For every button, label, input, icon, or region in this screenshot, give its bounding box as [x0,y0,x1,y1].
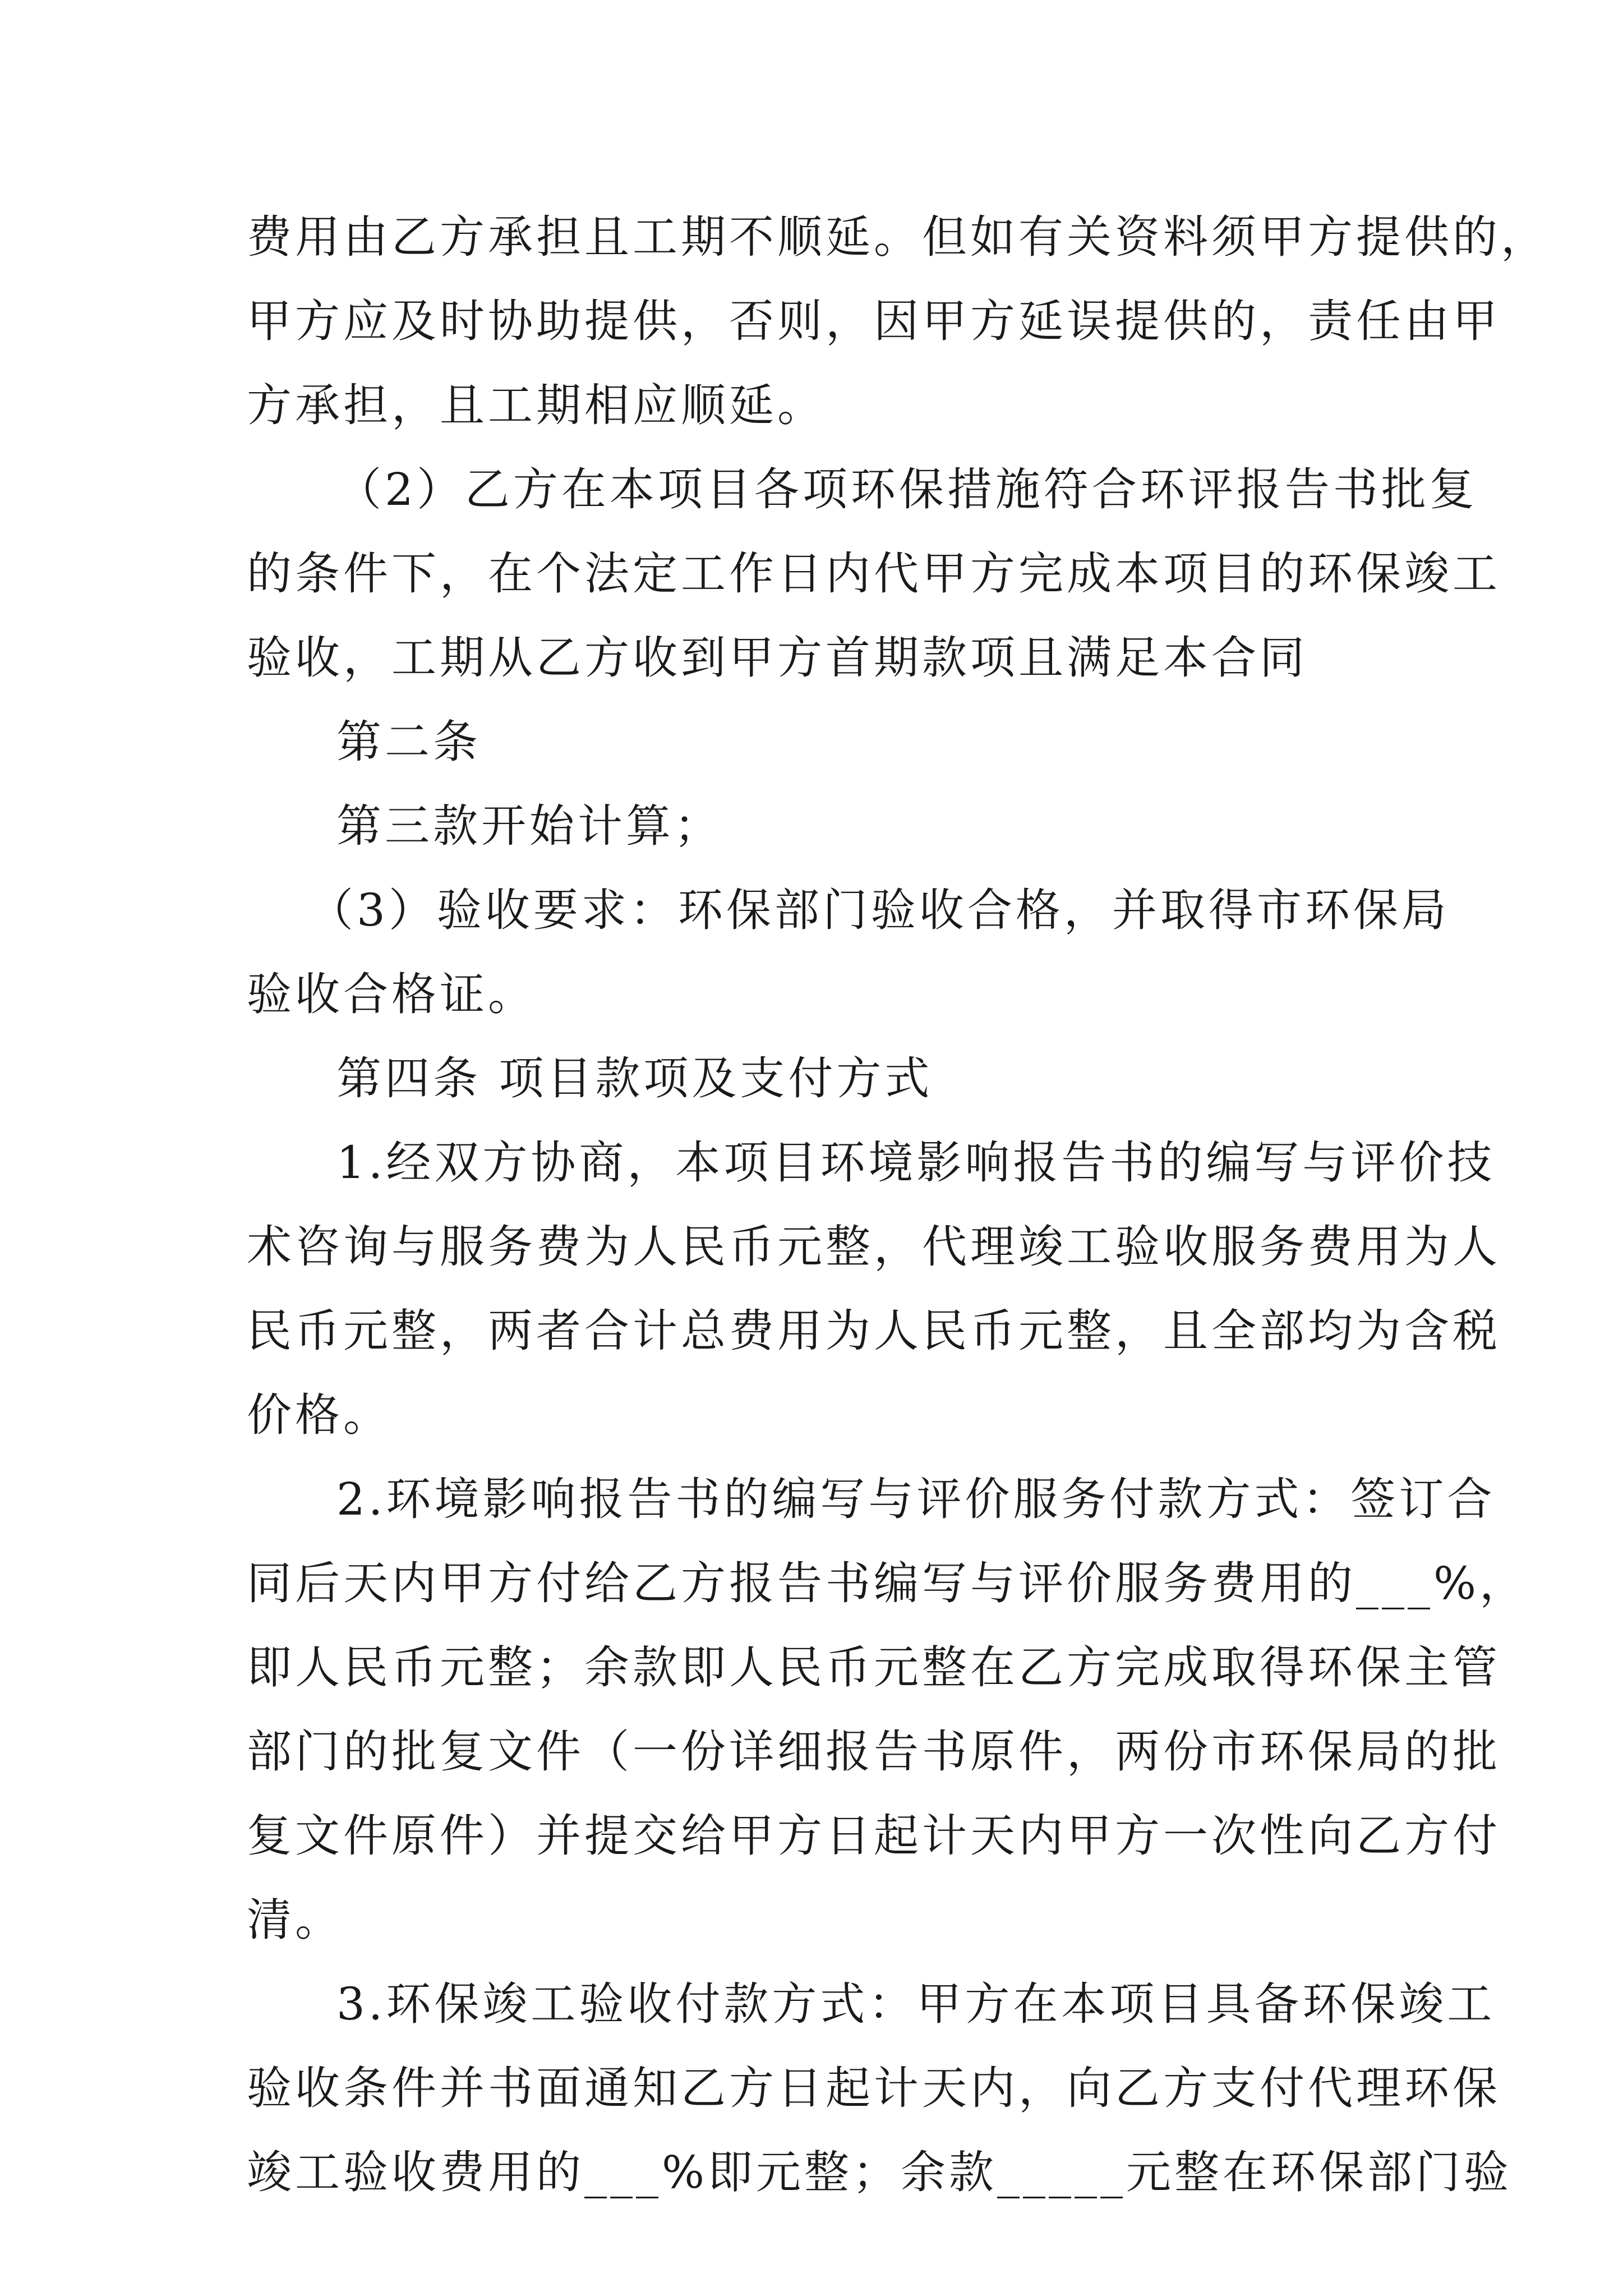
text-line: 复文件原件）并提交给甲方日起计天内甲方一次性向乙方付 [247,1810,1501,1862]
text-line: 方承担，且工期相应顺延。 [247,379,826,431]
text-line: 清。 [247,1894,343,1946]
text-line: 验收条件并书面通知乙方日起计天内，向乙方支付代理环保 [247,2062,1501,2114]
text-line: 3.环保竣工验收付款方式：甲方在本项目具备环保竣工 [336,1978,1496,2030]
text-line: 部门的批复文件（一份详细报告书原件，两份市环保局的批 [247,1726,1501,1778]
text-line: 竣工验收费用的___%即元整；余款_____元整在环保部门验 [247,2146,1513,2198]
text-line: 验收合格证。 [247,968,536,1020]
contract-text [247,195,1549,2215]
text-line: 验收，工期从乙方收到甲方首期款项且满足本合同 [247,632,1308,684]
text-line: （3）验收要求：环保部门验收合格，并取得市环保局 [308,884,1450,936]
text-line: 甲方应及时协助提供，否则，因甲方延误提供的，责任由甲 [247,295,1501,347]
text-line: 费用由乙方承担且工期不顺延。但如有关资料须甲方提供的， [247,211,1549,263]
text-line: 术咨询与服务费为人民币元整，代理竣工验收服务费用为人 [247,1221,1501,1273]
text-line: 第三款开始计算； [336,800,722,852]
text-line: 同后天内甲方付给乙方报告书编写与评价服务费用的___%， [247,1557,1528,1609]
text-line: （2）乙方在本项目各项环保措施符合环评报告书批复 [336,463,1478,516]
article-heading: 第二条 [336,716,481,768]
text-line: 民币元整，两者合计总费用为人民币元整，且全部均为含税 [247,1305,1501,1357]
text-line: 2.环境影响报告书的编写与评价服务付款方式：签订合 [336,1473,1496,1525]
text-line: 1.经双方协商，本项目环境影响报告书的编写与评价技 [336,1137,1496,1189]
text-line: 价格。 [247,1389,391,1441]
text-line: 的条件下，在个法定工作日内代甲方完成本项目的环保竣工 [247,547,1501,600]
text-line: 即人民币元整；余款即人民币元整在乙方完成取得环保主管 [247,1641,1501,1694]
article-heading: 第四条 项目款项及支付方式 [336,1052,933,1105]
